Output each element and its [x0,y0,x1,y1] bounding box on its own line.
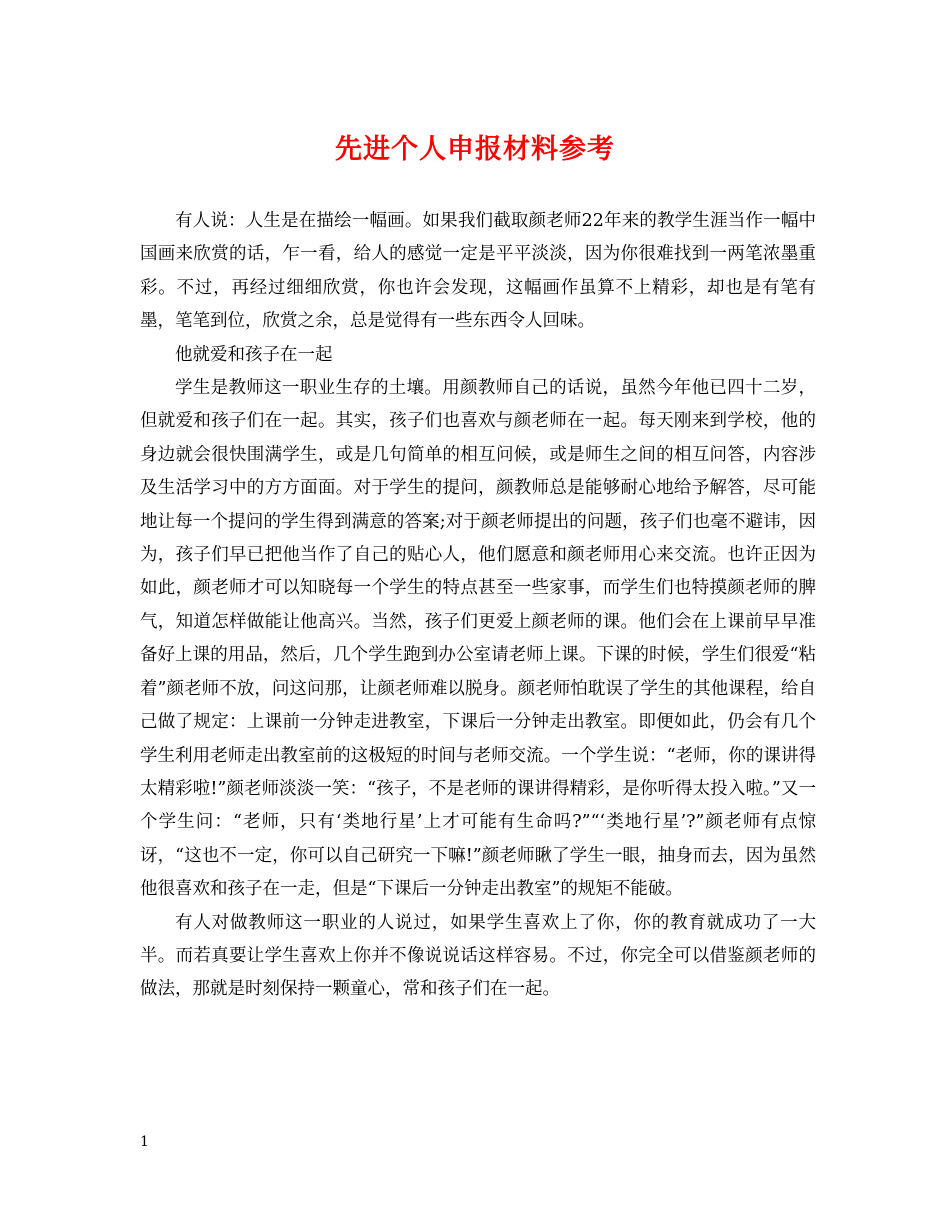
section-heading: 他就爱和孩子在一起 [175,344,333,365]
closing-paragraph: 有人对做教师这一职业的人说过，如果学生喜欢上了你，你的教育就成功了一大半。而若真要让学生喜欢上你并不像说说话这样容易。不过，你完全可以借鉴颜老师的做法，那就是时刻保持一颗童心，常和孩子们在一起。 [140,912,816,1000]
document-body [140,205,816,1007]
story-paragraph: 学生是教师这一职业生存的土壤。用颜教师自己的话说，虽然今年他已四十二岁，但就爱和孩子们在一起。其实，孩子们也喜欢与颜老师在一起。每天刚来到学校，他的身边就会很快围满学生，或是几句简单的相互问候，或是师生之间的相互问答，内容涉及生活学习中的方方面面。对于学生的提问，颜教师总是能够耐心地给予解答，尽可能地让每一个提问的学生得到满意的答案;对于颜老师提出的问题，孩子们也毫不避讳，因为，孩子们早已把他当作了自己的贴心人，他们愿意和颜老师用心来交流。也许正因为如此，颜老师才可以知晓每一个学生的特点甚至一些家事，而学生们也特摸颜老师的脾气，知道怎样做能让他高兴。当然，孩子们更爱上颜老师的课。他们会在上课前早早准备好上课的用品，然后，几个学生跑到办公室请老师上课。下课的时候，学生们很爱“粘着”颜老师不放，问这问那，让颜老师难以脱身。颜老师怕耽误了学生的其他课程，给自己做了规定：上课前一分钟走进教室，下课后一分钟走出教室。即便如此，仍会有几个学生利用老师走出教室前的这极短的时间与老师交流。一个学生说：“老师，你的课讲得太精彩啦!”颜老师淡淡一笑：“孩子，不是老师的课讲得精彩，是你听得太投入啦。”又一个学生问：“老师，只有‘类地行星’上才可能有生命吗?”“‘类地行星’?”颜老师有点惊讶，“这也不一定，你可以自己研究一下嘛!”颜老师瞅了学生一眼，抽身而去，因为虽然他很喜欢和孩子在一走，但是“下课后一分钟走出教室”的规矩不能破。 [140,378,816,900]
intro-paragraph: 有人说：人生是在描绘一幅画。如果我们截取颜老师22年来的教学生涯当作一幅中国画来欣赏的话，乍一看，给人的感觉一定是平平淡淡，因为你很难找到一两笔浓墨重彩。不过，再经过细细欣赏，你也许会发现，这幅画作虽算不上精彩，却也是有笔有墨，笔笔到位，欣赏之余，总是觉得有一些东西令人回味。 [140,211,816,332]
page-number: 1 [140,1134,149,1150]
document-title: 先进个人申报材料参考 [335,134,615,165]
